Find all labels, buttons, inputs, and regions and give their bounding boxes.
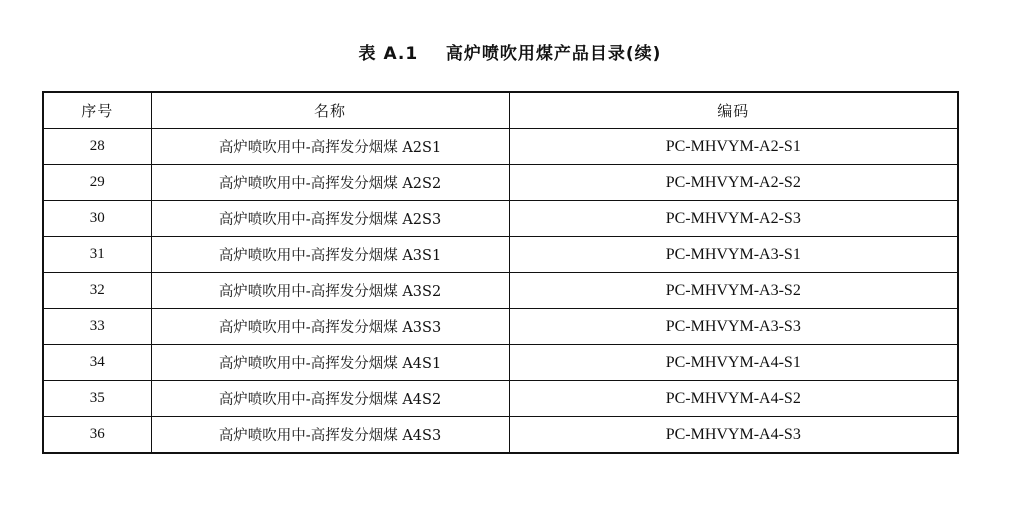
row-name: 高炉喷吹用中-高挥发分烟煤 A3S3 <box>151 309 509 345</box>
row-seq: 33 <box>43 309 151 345</box>
row-name: 高炉喷吹用中-高挥发分烟煤 A3S2 <box>151 273 509 309</box>
table-row <box>43 309 958 345</box>
row-name: 高炉喷吹用中-高挥发分烟煤 A4S1 <box>151 345 509 381</box>
row-code: PC-MHVYM-A4-S3 <box>509 417 958 454</box>
row-seq: 31 <box>43 237 151 273</box>
table-row <box>43 237 958 273</box>
row-code: PC-MHVYM-A2-S2 <box>509 165 958 201</box>
table-caption: 表 A.1 高炉喷吹用煤产品目录(续) <box>358 44 662 64</box>
row-name: 高炉喷吹用中-高挥发分烟煤 A2S3 <box>151 201 509 237</box>
row-seq: 34 <box>43 345 151 381</box>
table-row <box>43 201 958 237</box>
row-code: PC-MHVYM-A2-S3 <box>509 201 958 237</box>
row-seq: 28 <box>43 129 151 165</box>
row-name: 高炉喷吹用中-高挥发分烟煤 A4S2 <box>151 381 509 417</box>
row-code: PC-MHVYM-A4-S1 <box>509 345 958 381</box>
row-seq: 36 <box>43 417 151 454</box>
table-row <box>43 417 958 454</box>
table-row <box>43 381 958 417</box>
header-name: 名称 <box>151 92 509 129</box>
row-code: PC-MHVYM-A3-S3 <box>509 309 958 345</box>
header-seq: 序号 <box>43 92 151 129</box>
row-name: 高炉喷吹用中-高挥发分烟煤 A2S2 <box>151 165 509 201</box>
row-code: PC-MHVYM-A3-S1 <box>509 237 958 273</box>
row-code: PC-MHVYM-A4-S2 <box>509 381 958 417</box>
row-seq: 30 <box>43 201 151 237</box>
row-code: PC-MHVYM-A2-S1 <box>509 129 958 165</box>
table-header-row <box>43 92 958 129</box>
row-name: 高炉喷吹用中-高挥发分烟煤 A2S1 <box>151 129 509 165</box>
row-name: 高炉喷吹用中-高挥发分烟煤 A3S1 <box>151 237 509 273</box>
header-code: 编码 <box>509 92 958 129</box>
table-row <box>43 273 958 309</box>
row-name: 高炉喷吹用中-高挥发分烟煤 A4S3 <box>151 417 509 454</box>
row-seq: 29 <box>43 165 151 201</box>
table-row <box>43 165 958 201</box>
row-seq: 32 <box>43 273 151 309</box>
product-catalog-table <box>42 91 959 454</box>
table-row <box>43 345 958 381</box>
row-code: PC-MHVYM-A3-S2 <box>509 273 958 309</box>
row-seq: 35 <box>43 381 151 417</box>
table-row <box>43 129 958 165</box>
